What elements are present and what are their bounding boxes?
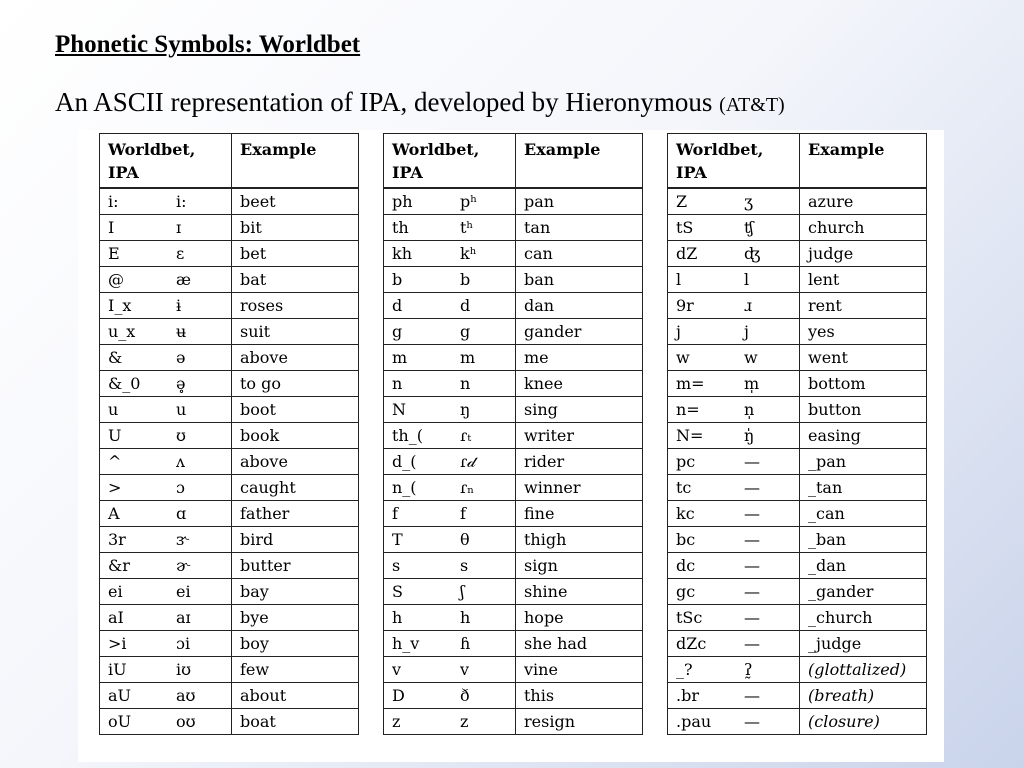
page-subtitle [55, 86, 785, 118]
table-row [668, 345, 927, 371]
example-word: above [232, 345, 359, 371]
table-row [100, 319, 359, 345]
worldbet-symbol: dZc [668, 631, 737, 657]
worldbet-symbol: ph [384, 188, 453, 215]
ipa-symbol: n [452, 371, 516, 397]
table-row [100, 215, 359, 241]
worldbet-symbol: m [384, 345, 453, 371]
worldbet-symbol: n_( [384, 475, 453, 501]
table-row [384, 345, 643, 371]
example-word: _church [800, 605, 927, 631]
example-word: bottom [800, 371, 927, 397]
table-row [384, 215, 643, 241]
worldbet-symbol: T [384, 527, 453, 553]
example-word: this [516, 683, 643, 709]
worldbet-symbol: ei [100, 579, 169, 605]
worldbet-symbol: & [100, 345, 169, 371]
ipa-symbol: l [736, 267, 800, 293]
example-word: easing [800, 423, 927, 449]
ipa-symbol: aʊ [168, 683, 232, 709]
table-header-row [384, 134, 643, 189]
table-row [668, 241, 927, 267]
table-row [100, 293, 359, 319]
worldbet-symbol: v [384, 657, 453, 683]
example-word: suit [232, 319, 359, 345]
worldbet-symbol: th_( [384, 423, 453, 449]
example-word: few [232, 657, 359, 683]
ipa-symbol: ʔ̰ [736, 657, 800, 683]
worldbet-symbol: f [384, 501, 453, 527]
worldbet-symbol: h [384, 605, 453, 631]
table-row [384, 631, 643, 657]
ipa-symbol: z [452, 709, 516, 735]
table-row [668, 501, 927, 527]
worldbet-symbol: &_0 [100, 371, 169, 397]
worldbet-symbol: j [668, 319, 737, 345]
example-word: _tan [800, 475, 927, 501]
worldbet-symbol: i: [100, 188, 169, 215]
example-word: boat [232, 709, 359, 735]
example-word: gander [516, 319, 643, 345]
example-word: to go [232, 371, 359, 397]
ipa-symbol: v [452, 657, 516, 683]
table-row [384, 188, 643, 215]
ipa-symbol: m̩ [736, 371, 800, 397]
subtitle-affiliation: (AT&T) [719, 94, 785, 116]
table-row [100, 683, 359, 709]
table-row [384, 397, 643, 423]
table-row [100, 631, 359, 657]
ipa-symbol: ɔi [168, 631, 232, 657]
ipa-symbol: s [452, 553, 516, 579]
ipa-symbol: — [736, 631, 800, 657]
table-row [668, 553, 927, 579]
ipa-symbol: ʤ [736, 241, 800, 267]
example-word: rider [516, 449, 643, 475]
example-word: winner [516, 475, 643, 501]
header-worldbet-ipa [384, 134, 516, 189]
worldbet-symbol: tSc [668, 605, 737, 631]
example-word: fine [516, 501, 643, 527]
ipa-symbol: ɨ [168, 293, 232, 319]
table-row [100, 241, 359, 267]
example-word: church [800, 215, 927, 241]
table-row [668, 657, 927, 683]
ipa-symbol: b [452, 267, 516, 293]
table-row [384, 657, 643, 683]
example-word: _gander [800, 579, 927, 605]
example-word: _dan [800, 553, 927, 579]
example-word: caught [232, 475, 359, 501]
worldbet-symbol: s [384, 553, 453, 579]
worldbet-symbol: I_x [100, 293, 169, 319]
ipa-symbol: ʒ [736, 188, 800, 215]
ipa-symbol: ɾₙ [452, 475, 516, 501]
example-word: pan [516, 188, 643, 215]
ipa-symbol: ʉ [168, 319, 232, 345]
worldbet-symbol: .pau [668, 709, 737, 735]
ipa-symbol: pʰ [452, 188, 516, 215]
ipa-symbol: ɔ [168, 475, 232, 501]
table-row [384, 527, 643, 553]
table-row [668, 267, 927, 293]
worldbet-symbol: tS [668, 215, 737, 241]
example-word: me [516, 345, 643, 371]
worldbet-symbol: b [384, 267, 453, 293]
worldbet-table-1 [99, 133, 359, 735]
worldbet-symbol: ^ [100, 449, 169, 475]
example-word: about [232, 683, 359, 709]
example-word: (closure) [800, 709, 927, 735]
example-word: sign [516, 553, 643, 579]
ipa-symbol: h [452, 605, 516, 631]
worldbet-symbol: w [668, 345, 737, 371]
table-row [668, 527, 927, 553]
table-row [100, 475, 359, 501]
ipa-symbol: j [736, 319, 800, 345]
header-worldbet-label: Worldbet, [676, 140, 764, 159]
example-word: azure [800, 188, 927, 215]
table-row [668, 475, 927, 501]
ipa-symbol: kʰ [452, 241, 516, 267]
example-word: shine [516, 579, 643, 605]
example-word: vine [516, 657, 643, 683]
worldbet-symbol: h_v [384, 631, 453, 657]
ipa-symbol: æ [168, 267, 232, 293]
worldbet-symbol: th [384, 215, 453, 241]
table-row [668, 683, 927, 709]
ipa-symbol: u [168, 397, 232, 423]
example-word: bet [232, 241, 359, 267]
table-row [668, 215, 927, 241]
table-row [668, 319, 927, 345]
worldbet-symbol: tc [668, 475, 737, 501]
example-word: knee [516, 371, 643, 397]
worldbet-symbol: S [384, 579, 453, 605]
example-word: above [232, 449, 359, 475]
worldbet-table-2 [383, 133, 643, 735]
worldbet-symbol: oU [100, 709, 169, 735]
example-word: bye [232, 605, 359, 631]
table-row [668, 605, 927, 631]
example-word: boy [232, 631, 359, 657]
table-row [384, 709, 643, 735]
worldbet-symbol: &r [100, 553, 169, 579]
header-example: Example [232, 134, 359, 189]
worldbet-symbol: gc [668, 579, 737, 605]
example-word: _pan [800, 449, 927, 475]
worldbet-symbol: pc [668, 449, 737, 475]
example-word: thigh [516, 527, 643, 553]
ipa-symbol: — [736, 683, 800, 709]
worldbet-symbol: m= [668, 371, 737, 397]
example-word: book [232, 423, 359, 449]
ipa-symbol: oʊ [168, 709, 232, 735]
ipa-symbol: ɦ [452, 631, 516, 657]
example-word: (glottalized) [800, 657, 927, 683]
ipa-symbol: ɾ𝒹 [452, 449, 516, 475]
example-word: resign [516, 709, 643, 735]
example-word: beet [232, 188, 359, 215]
ipa-symbol: ɪ [168, 215, 232, 241]
example-word: ban [516, 267, 643, 293]
ipa-symbol: — [736, 553, 800, 579]
table-row [100, 657, 359, 683]
worldbet-panel [78, 130, 944, 762]
ipa-symbol: aɪ [168, 605, 232, 631]
table-row [384, 267, 643, 293]
example-word: judge [800, 241, 927, 267]
header-ipa-label: IPA [108, 163, 139, 182]
ipa-symbol: g [452, 319, 516, 345]
example-word: rent [800, 293, 927, 319]
table-row [384, 501, 643, 527]
table-row [668, 579, 927, 605]
ipa-symbol: ɛ [168, 241, 232, 267]
header-example: Example [800, 134, 927, 189]
example-word: bay [232, 579, 359, 605]
table-row [384, 475, 643, 501]
table-row [668, 397, 927, 423]
header-ipa-label: IPA [392, 163, 423, 182]
ipa-symbol: — [736, 449, 800, 475]
table-row [100, 345, 359, 371]
example-word: _judge [800, 631, 927, 657]
worldbet-symbol: aU [100, 683, 169, 709]
ipa-symbol: ŋ [452, 397, 516, 423]
worldbet-symbol: g [384, 319, 453, 345]
ipa-symbol: f [452, 501, 516, 527]
table-row [668, 709, 927, 735]
header-ipa-label: IPA [676, 163, 707, 182]
worldbet-symbol: N= [668, 423, 737, 449]
ipa-symbol: ɚ [168, 553, 232, 579]
ipa-symbol: ʌ [168, 449, 232, 475]
ipa-symbol: — [736, 709, 800, 735]
ipa-symbol: ʃ [452, 579, 516, 605]
worldbet-symbol: z [384, 709, 453, 735]
header-worldbet-ipa [668, 134, 800, 189]
table-header-row [100, 134, 359, 189]
ipa-symbol: d [452, 293, 516, 319]
worldbet-symbol: d [384, 293, 453, 319]
example-word: can [516, 241, 643, 267]
table-row [100, 501, 359, 527]
example-word: _ban [800, 527, 927, 553]
ipa-symbol: n̩ [736, 397, 800, 423]
ipa-symbol: iʊ [168, 657, 232, 683]
header-worldbet-label: Worldbet, [108, 140, 196, 159]
example-word: father [232, 501, 359, 527]
table-row [384, 423, 643, 449]
ipa-symbol: ð [452, 683, 516, 709]
table-row [668, 371, 927, 397]
worldbet-symbol: .br [668, 683, 737, 709]
example-word: butter [232, 553, 359, 579]
worldbet-table-3 [667, 133, 927, 735]
example-word: button [800, 397, 927, 423]
table-row [668, 293, 927, 319]
example-word: writer [516, 423, 643, 449]
ipa-symbol: i: [168, 188, 232, 215]
worldbet-symbol: > [100, 475, 169, 501]
ipa-symbol: ʊ [168, 423, 232, 449]
worldbet-symbol: 3r [100, 527, 169, 553]
ipa-symbol: w [736, 345, 800, 371]
worldbet-symbol: E [100, 241, 169, 267]
worldbet-symbol: U [100, 423, 169, 449]
worldbet-symbol: _? [668, 657, 737, 683]
example-word: bird [232, 527, 359, 553]
example-word: _can [800, 501, 927, 527]
table-row [100, 527, 359, 553]
table-row [100, 449, 359, 475]
worldbet-symbol: u [100, 397, 169, 423]
table-row [384, 683, 643, 709]
example-word: bit [232, 215, 359, 241]
example-word: sing [516, 397, 643, 423]
table-row [100, 267, 359, 293]
header-worldbet-ipa [100, 134, 232, 189]
worldbet-symbol: Z [668, 188, 737, 215]
worldbet-symbol: n [384, 371, 453, 397]
ipa-symbol: ɑ [168, 501, 232, 527]
ipa-symbol: — [736, 501, 800, 527]
worldbet-symbol: N [384, 397, 453, 423]
ipa-symbol: — [736, 605, 800, 631]
worldbet-symbol: I [100, 215, 169, 241]
example-word: bat [232, 267, 359, 293]
ipa-symbol: — [736, 527, 800, 553]
worldbet-symbol: iU [100, 657, 169, 683]
ipa-symbol: θ [452, 527, 516, 553]
example-word: tan [516, 215, 643, 241]
ipa-symbol: ɝ [168, 527, 232, 553]
worldbet-symbol: l [668, 267, 737, 293]
ipa-symbol: — [736, 579, 800, 605]
table-row [384, 293, 643, 319]
ipa-symbol: ə [168, 345, 232, 371]
table-row [668, 449, 927, 475]
table-row [100, 188, 359, 215]
worldbet-symbol: @ [100, 267, 169, 293]
table-row [668, 631, 927, 657]
subtitle-text: An ASCII representation of IPA, developed by Hieronymous [55, 87, 713, 117]
table-row [100, 553, 359, 579]
worldbet-symbol: bc [668, 527, 737, 553]
ipa-symbol: ŋ̍ [736, 423, 800, 449]
table-row [100, 709, 359, 735]
ipa-symbol: ɹ [736, 293, 800, 319]
worldbet-symbol: >i [100, 631, 169, 657]
worldbet-symbol: dc [668, 553, 737, 579]
example-word: dan [516, 293, 643, 319]
table-row [384, 605, 643, 631]
table-header-row [668, 134, 927, 189]
worldbet-symbol: kh [384, 241, 453, 267]
ipa-symbol: ɾₜ [452, 423, 516, 449]
table-row [384, 319, 643, 345]
table-row [100, 579, 359, 605]
table-row [100, 423, 359, 449]
worldbet-symbol: D [384, 683, 453, 709]
table-row [668, 188, 927, 215]
example-word: lent [800, 267, 927, 293]
table-row [384, 553, 643, 579]
example-word: boot [232, 397, 359, 423]
worldbet-symbol: u_x [100, 319, 169, 345]
worldbet-symbol: dZ [668, 241, 737, 267]
worldbet-symbol: A [100, 501, 169, 527]
header-worldbet-label: Worldbet, [392, 140, 480, 159]
page-title: Phonetic Symbols: Worldbet [55, 31, 361, 58]
example-word: yes [800, 319, 927, 345]
example-word: she had [516, 631, 643, 657]
table-row [100, 605, 359, 631]
worldbet-symbol: d_( [384, 449, 453, 475]
ipa-symbol: ei [168, 579, 232, 605]
example-word: roses [232, 293, 359, 319]
example-word: hope [516, 605, 643, 631]
table-row [384, 449, 643, 475]
worldbet-symbol: kc [668, 501, 737, 527]
worldbet-symbol: 9r [668, 293, 737, 319]
ipa-symbol: — [736, 475, 800, 501]
table-row [384, 579, 643, 605]
example-word: (breath) [800, 683, 927, 709]
header-example: Example [516, 134, 643, 189]
ipa-symbol: m [452, 345, 516, 371]
table-row [100, 371, 359, 397]
ipa-symbol: tʰ [452, 215, 516, 241]
example-word: went [800, 345, 927, 371]
table-row [384, 371, 643, 397]
table-row [100, 397, 359, 423]
table-row [668, 423, 927, 449]
table-row [384, 241, 643, 267]
worldbet-symbol: aI [100, 605, 169, 631]
worldbet-symbol: n= [668, 397, 737, 423]
ipa-symbol: ʧ [736, 215, 800, 241]
ipa-symbol: ə̥ [168, 371, 232, 397]
